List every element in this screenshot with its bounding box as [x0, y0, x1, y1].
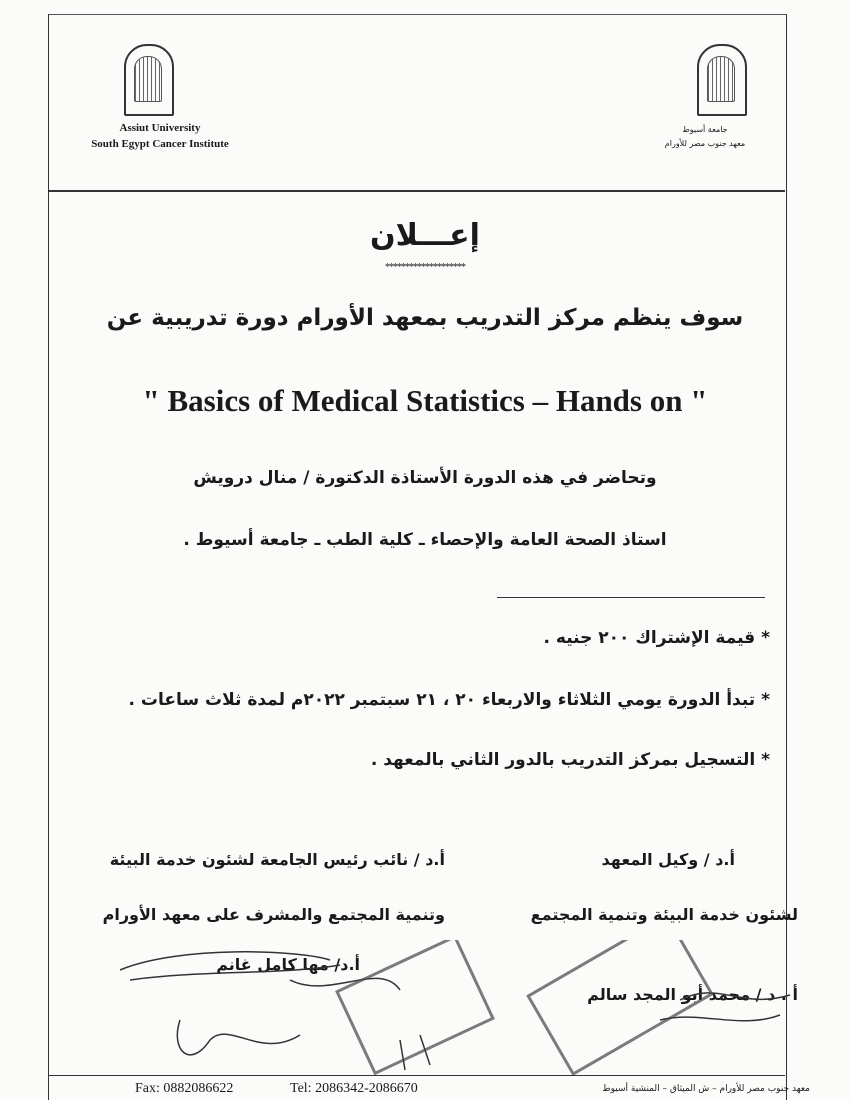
title-stars: ******************** [385, 262, 465, 273]
left-signatory-title: أ.د / نائب رئيس الجامعة لشئون خدمة البيئة [109, 850, 445, 869]
page-frame [48, 14, 787, 1100]
lecturer-line: وتحاضر في هذه الدورة الأستاذة الدكتورة / منال درويش [193, 468, 657, 488]
signatures-and-stamps [100, 940, 800, 1080]
right-signatory-subtitle: لشئون خدمة البيئة وتنمية المجتمع [530, 905, 798, 924]
left-signatory-name: أ.د/ مها كامل غانم [216, 955, 360, 974]
header-en-university: Assiut University [119, 122, 201, 134]
fee-bullet: * قيمة الإشتراك ٢٠٠ جنيه . [543, 628, 770, 648]
lecturer-title: استاذ الصحة العامة والإحصاء ـ كلية الطب ـ جامعة أسيوط . [183, 530, 667, 550]
footer-fax: Fax: 0882086622 [135, 1081, 234, 1096]
footer-divider [48, 1075, 785, 1076]
header-ar-institute: معهد جنوب مصر للأورام [664, 139, 746, 148]
header-en-institute: South Egypt Cancer Institute [91, 138, 229, 150]
date-bullet: * تبدأ الدورة يومي الثلاثاء والاربعاء ٢٠ ، ٢١ سبتمبر ٢٠٢٢م لمدة ثلاث ساعات . [128, 690, 770, 710]
assiut-university-logo [124, 44, 174, 116]
right-signatory-name: أ . د / محمد أبو المجد سالم [587, 985, 798, 1004]
left-signatory-subtitle: وتنمية المجتمع والمشرف على معهد الأورام [102, 905, 445, 924]
header-divider [48, 190, 785, 192]
intro-text: سوف ينظم مركز التدريب بمعهد الأورام دورة تدريبية عن [106, 305, 744, 331]
footer-address: معهد جنوب مصر للأورام – ش الميثاق – المنشية أسيوط [602, 1084, 810, 1094]
announcement-title: إعـــلان [370, 218, 480, 253]
course-title: " Basics of Medical Statistics – Hands on " [142, 383, 708, 418]
right-signatory-title: أ.د / وكيل المعهد [601, 850, 735, 869]
institute-logo [697, 44, 747, 116]
header-ar-university: جامعة أسيوط [682, 125, 728, 134]
footer-tel: Tel: 2086342-2086670 [290, 1081, 418, 1096]
registration-bullet: * التسجيل بمركز التدريب بالدور الثاني بالمعهد . [370, 750, 770, 770]
section-divider [497, 597, 765, 598]
